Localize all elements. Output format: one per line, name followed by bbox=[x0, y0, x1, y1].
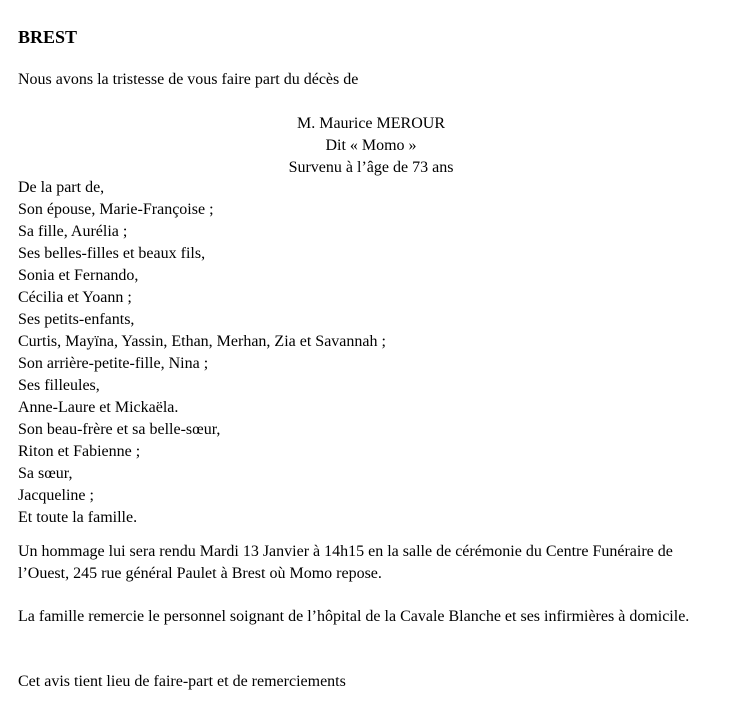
family-line: Son beau-frère et sa belle-sœur, bbox=[18, 421, 221, 438]
family-line: Son arrière-petite-fille, Nina ; bbox=[18, 355, 209, 372]
family-line: Curtis, Mayïna, Yassin, Ethan, Merhan, Zia et Savannah ; bbox=[18, 333, 386, 350]
family-line: Ses filleules, bbox=[18, 377, 100, 394]
ceremony-paragraph: Un hommage lui sera rendu Mardi 13 Janvier à 14h15 en la salle de cérémonie du Centre Funéraire de l’Ouest, 245 rue général Paulet à Brest où Momo repose. bbox=[18, 543, 673, 582]
family-line: Riton et Fabienne ; bbox=[18, 443, 141, 460]
family-line: Et toute la famille. bbox=[18, 509, 138, 526]
deceased-age: Survenu à l’âge de 73 ans bbox=[288, 159, 454, 176]
family-line: Sa sœur, bbox=[18, 465, 73, 482]
family-line: De la part de, bbox=[18, 179, 105, 196]
family-line: Anne-Laure et Mickaëla. bbox=[18, 399, 179, 416]
deceased-block bbox=[18, 113, 724, 179]
family-line: Sonia et Fernando, bbox=[18, 267, 139, 284]
intro-text: Nous avons la tristesse de vous faire part du décès de bbox=[18, 71, 359, 88]
family-line: Ses belles-filles et beaux fils, bbox=[18, 245, 206, 262]
family-line: Ses petits-enfants, bbox=[18, 311, 135, 328]
family-line: Sa fille, Aurélia ; bbox=[18, 223, 128, 240]
thanks-paragraph: La famille remercie le personnel soignant de l’hôpital de la Cavale Blanche et ses infirmières à domicile. bbox=[18, 608, 690, 625]
deceased-name: M. Maurice MEROUR bbox=[297, 115, 445, 132]
family-list bbox=[18, 177, 386, 529]
deceased-nickname: Dit « Momo » bbox=[325, 137, 417, 154]
family-line: Jacqueline ; bbox=[18, 487, 94, 504]
family-line: Son épouse, Marie-Françoise ; bbox=[18, 201, 214, 218]
family-line: Cécilia et Yoann ; bbox=[18, 289, 132, 306]
closing-paragraph: Cet avis tient lieu de faire-part et de remerciements bbox=[18, 673, 346, 690]
page-title: BREST bbox=[18, 27, 78, 47]
